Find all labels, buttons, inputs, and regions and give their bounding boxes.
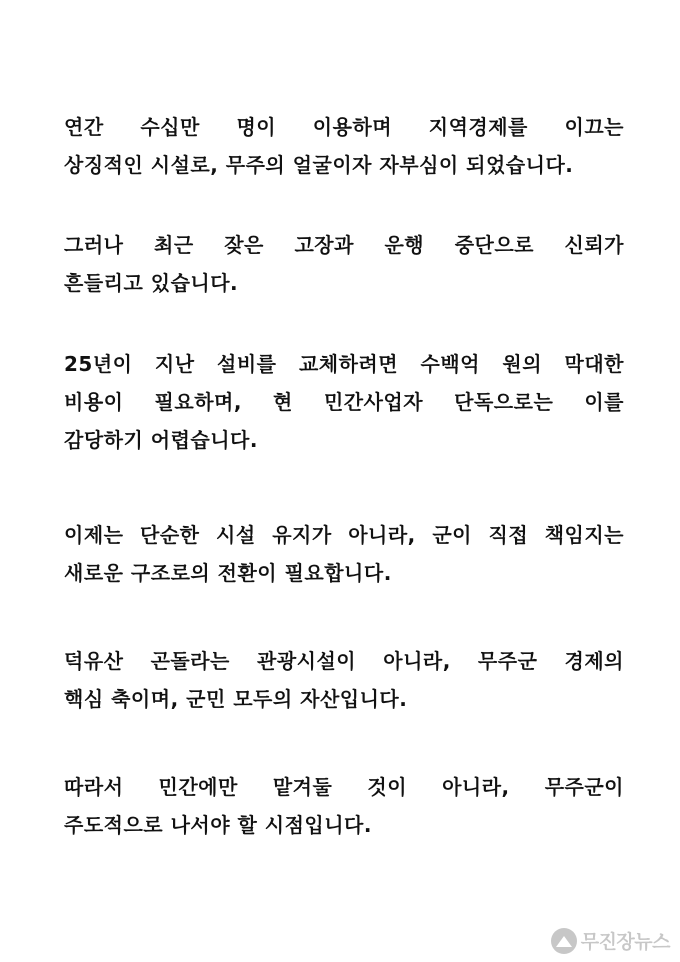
text-line: 덕유산 곤돌라는 관광시설이 아니라, 무주군 경제의: [64, 649, 624, 673]
text-line: 주도적으로 나서야 할 시점입니다.: [64, 813, 372, 837]
watermark: [551, 927, 670, 954]
paragraph-1: [64, 108, 624, 184]
text-line: 핵심 축이며, 군민 모두의 자산입니다.: [64, 687, 408, 711]
text-line: 그러나 최근 잦은 고장과 운행 중단으로 신뢰가: [64, 233, 624, 257]
text-line: 상징적인 시설로, 무주의 얼굴이자 자부심이 되었습니다.: [64, 153, 574, 177]
paragraph-2: [64, 226, 624, 302]
text-line: 흔들리고 있습니다.: [64, 271, 239, 295]
text-line: 감당하기 어렵습니다.: [64, 428, 258, 452]
text-line: 따라서 민간에만 맡겨둘 것이 아니라, 무주군이: [64, 775, 624, 799]
watermark-text: 무진장뉴스: [580, 931, 670, 953]
text-line: 비용이 필요하며, 현 민간사업자 단독으로는 이를: [64, 390, 624, 414]
paragraph-4: [64, 516, 624, 592]
paragraph-5: [64, 642, 624, 718]
text-line: 이제는 단순한 시설 유지가 아니라, 군이 직접 책임지는: [64, 523, 624, 547]
paragraph-3: [64, 345, 624, 459]
text-line: 연간 수십만 명이 이용하며 지역경제를 이끄는: [64, 115, 624, 139]
mountain-logo-icon: [551, 928, 577, 954]
paragraph-6: [64, 768, 624, 844]
text-line: 새로운 구조로의 전환이 필요합니다.: [64, 561, 392, 585]
text-line: 25년이 지난 설비를 교체하려면 수백억 원의 막대한: [64, 352, 624, 376]
